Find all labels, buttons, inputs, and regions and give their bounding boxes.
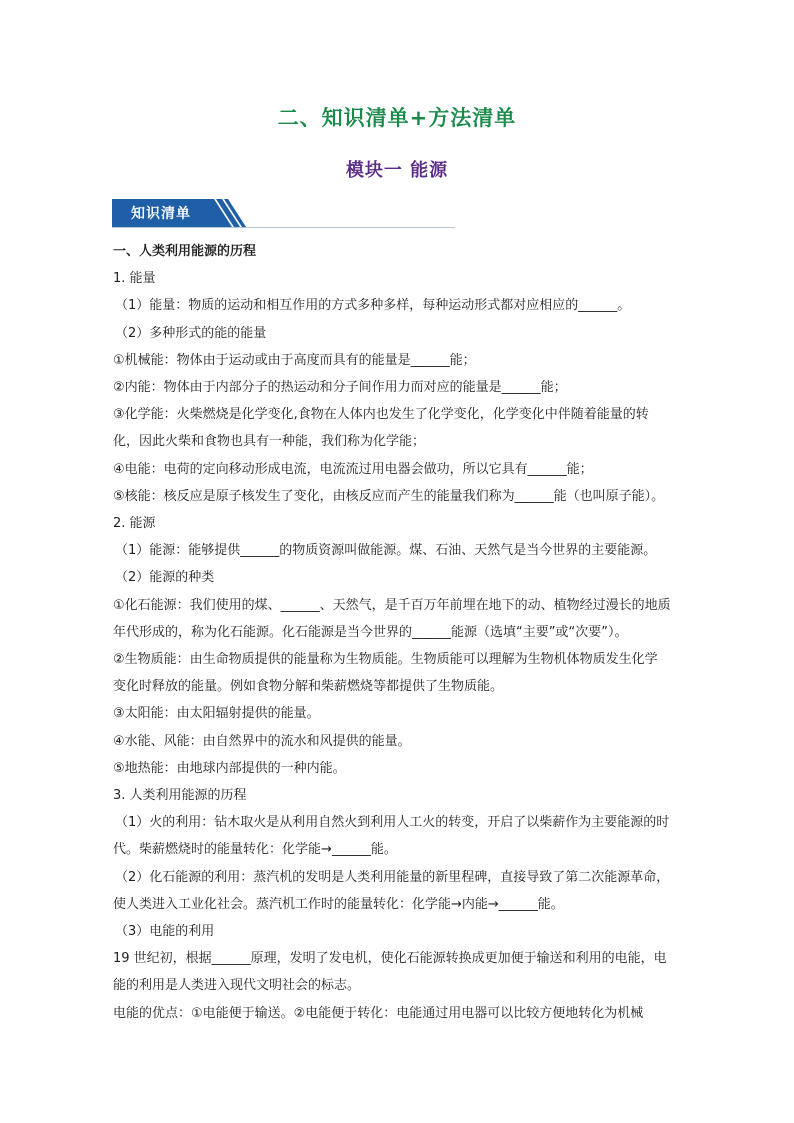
text-line: （2）化石能源的利用：蒸汽机的发明是人类利用能量的新里程碑，直接导致了第二次能源革命， (115, 869, 670, 885)
text-line: 年代形成的，称为化石能源。化石能源是当今世界的______能源（选填“主要”或“次要”）。 (113, 624, 628, 640)
text-line: （2）多种形式的能的能量 (115, 325, 267, 341)
text-line: ②生物质能：由生命物质提供的能量称为生物质能。生物质能可以理解为生物机体物质发生化学 (113, 652, 658, 668)
text-line: 使人类进入工业化社会。蒸汽机工作时的能量转化：化学能→内能→______能。 (113, 896, 564, 912)
content (113, 238, 699, 1027)
subsection-heading: 3. 人类利用能源的历程 (113, 788, 247, 804)
subsection-heading: 1. 能量 (113, 271, 156, 287)
text-line: 代。柴薪燃烧时的能量转化：化学能→______能。 (113, 842, 397, 858)
text-line: ③太阳能：由太阳辐射提供的能量。 (113, 706, 320, 722)
text-line: ⑤核能：核反应是原子核发生了变化，由核反应而产生的能量我们称为______能（也叫原子能）。 (113, 488, 665, 504)
text-line: ⑤地热能：由地球内部提供的一种内能。 (113, 760, 346, 776)
text-line: （1）火的利用：钻木取火是从利用自然火到利用人工火的转变，开启了以柴薪作为主要能源的时 (115, 815, 670, 831)
banner-underline (112, 227, 455, 228)
text-line: （2）能源的种类 (115, 570, 215, 586)
page-title: 二、知识清单+方法清单 (277, 106, 517, 130)
text-line: （3）电能的利用 (115, 924, 215, 940)
text-line: ②内能：物体由于内部分子的热运动和分子间作用力而对应的能量是______能； (113, 380, 567, 396)
text-line: ③化学能：火柴燃烧是化学变化,食物在人体内也发生了化学变化，化学变化中伴随着能量的转 (113, 407, 649, 423)
text-line: 能的利用是人类进入现代文明社会的标志。 (113, 978, 361, 994)
section-heading: 一、人类利用能源的历程 (113, 244, 257, 259)
text-line: ④水能、风能：由自然界中的流水和风提供的能量。 (113, 733, 411, 749)
text-line: 变化时释放的能量。例如食物分解和柴薪燃烧等都提供了生物质能。 (113, 679, 504, 695)
text-line: （1）能量：物质的运动和相互作用的方式多种多样，每种运动形式都对应相应的______。 (115, 298, 631, 314)
text-line: 电能的优点：①电能便于输送。②电能便于转化：电能通过用电器可以比较方便地转化为机械 (113, 1005, 644, 1021)
text-line: ①机械能：物体由于运动或由于高度而具有的能量是______能； (113, 352, 476, 368)
text-line: ④电能：电荷的定向移动形成电流，电流流过用电器会做功，所以它具有______能； (113, 461, 593, 477)
subsection-heading: 2. 能源 (113, 516, 156, 532)
text-line: 化，因此火柴和食物也具有一种能，我们称为化学能； (113, 434, 426, 450)
module-title: 模块一 能源 (345, 160, 449, 181)
text-line: 19 世纪初，根据______原理，发明了发电机，使化石能源转换成更加便于输送和利用的电能，电 (113, 951, 667, 967)
banner-label: 知识清单 (131, 206, 191, 222)
text-line: （1）能源：能够提供______的物质资源叫做能源。煤、石油、天然气是当今世界的主要能源。 (115, 543, 657, 559)
text-line: ①化石能源：我们使用的煤、______、天然气，是千百万年前埋在地下的动、植物经过漫长的地质 (113, 597, 671, 613)
